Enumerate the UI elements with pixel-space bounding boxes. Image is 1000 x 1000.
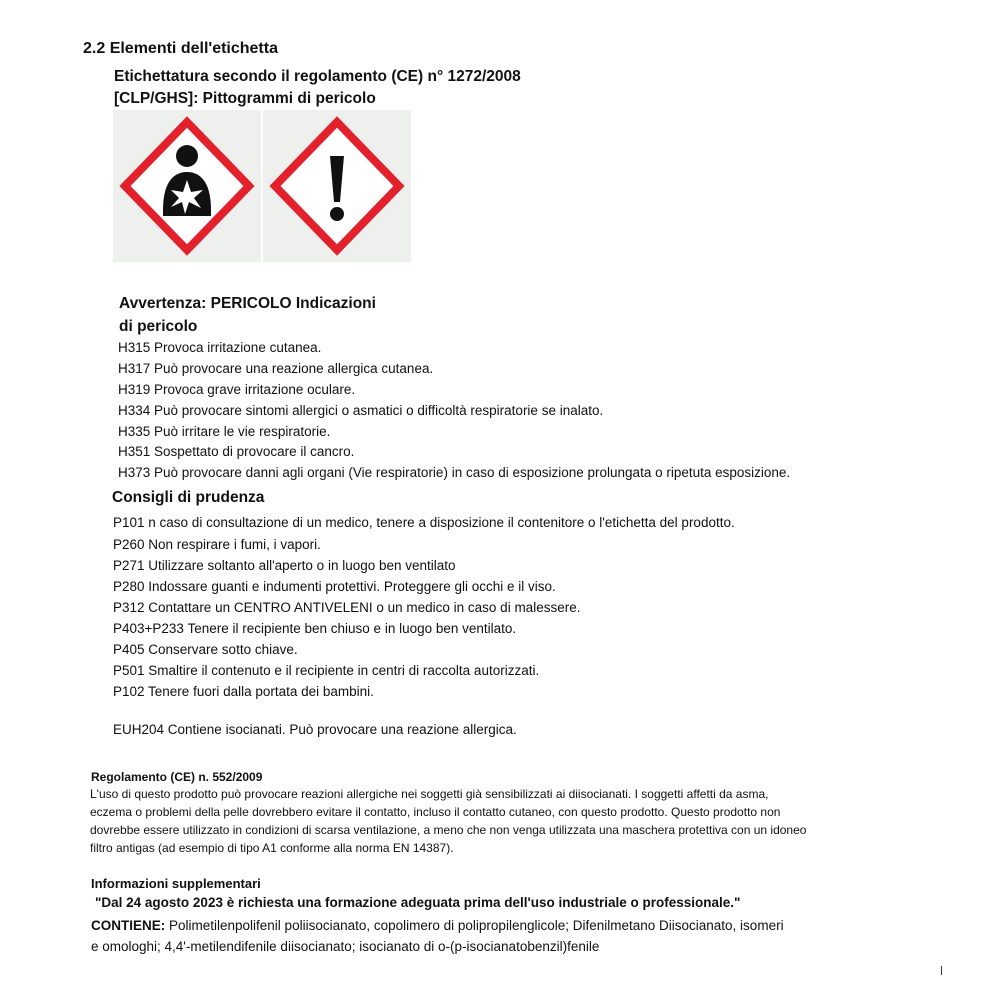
contains-line2: e omologhi; 4,4'-metilendifenile diisocianato; isocianato di o-(p-isocianatobenzil)fenile bbox=[91, 939, 600, 954]
labelling-subtitle-line2: [CLP/GHS]: Pittogrammi di pericolo bbox=[114, 90, 376, 107]
hazard-statement: H351 Sospettato di provocare il cancro. bbox=[118, 444, 355, 459]
health-hazard-icon bbox=[113, 110, 261, 262]
precautionary-heading: Consigli di prudenza bbox=[112, 489, 265, 506]
hazard-statement: H315 Provoca irritazione cutanea. bbox=[118, 340, 322, 355]
euh-statement: EUH204 Contiene isocianati. Può provocare una reazione allergica. bbox=[113, 722, 517, 737]
signal-word-heading: Avvertenza: PERICOLO Indicazioni bbox=[119, 295, 376, 312]
regulation-text-line: dovrebbe essere utilizzato in condizioni di scarsa ventilazione, a meno che non venga utilizzata una maschera protettiva con un idoneo bbox=[90, 823, 807, 837]
training-requirement-note: "Dal 24 agosto 2023 è richiesta una formazione adeguata prima dell'uso industriale o professionale." bbox=[95, 895, 741, 910]
section-title: 2.2 Elementi dell'etichetta bbox=[83, 40, 278, 57]
labelling-subtitle-line1: Etichettatura secondo il regolamento (CE) n° 1272/2008 bbox=[114, 68, 521, 85]
precautionary-statement: P312 Contattare un CENTRO ANTIVELENI o un medico in caso di malessere. bbox=[113, 600, 581, 615]
precautionary-statement: P501 Smaltire il contenuto e il recipiente in centri di raccolta autorizzati. bbox=[113, 663, 540, 678]
contains-label: CONTIENE: bbox=[91, 918, 166, 933]
regulation-text-line: eczema o problemi della pelle dovrebbero evitare il contatto, incluso il contatto cutaneo, con questo prodotto. Questo prodotto non bbox=[90, 805, 781, 819]
hazard-statement: H335 Può irritare le vie respiratorie. bbox=[118, 424, 331, 439]
precautionary-statement: P271 Utilizzare soltanto all'aperto o in luogo ben ventilato bbox=[113, 558, 456, 573]
pictogram-health-hazard bbox=[113, 110, 261, 262]
pictogram-exclamation-mark bbox=[263, 110, 411, 262]
precautionary-statement: P403+P233 Tenere il recipiente ben chiuso e in luogo ben ventilato. bbox=[113, 621, 517, 636]
edge-mark bbox=[941, 966, 942, 975]
contains-line1 bbox=[91, 918, 784, 933]
hazard-statement: H373 Può provocare danni agli organi (Vie respiratorie) in caso di esposizione prolungata o ripetuta esposizione. bbox=[118, 465, 791, 480]
precautionary-statement: P280 Indossare guanti e indumenti protettivi. Proteggere gli occhi e il viso. bbox=[113, 579, 556, 594]
precautionary-statement: P101 n caso di consultazione di un medico, tenere a disposizione il contenitore o l'etichetta del prodotto. bbox=[113, 515, 735, 530]
hazard-statement: H317 Può provocare una reazione allergica cutanea. bbox=[118, 361, 434, 376]
contains-text: Polimetilenpolifenil poliisocianato, copolimero di polipropilenglicole; Difenilmetano Diisocianato, isomeri bbox=[165, 918, 784, 933]
precautionary-statement: P405 Conservare sotto chiave. bbox=[113, 642, 298, 657]
supplementary-info-heading: Informazioni supplementari bbox=[91, 876, 261, 891]
precautionary-statement: P102 Tenere fuori dalla portata dei bambini. bbox=[113, 684, 374, 699]
precautionary-statement: P260 Non respirare i fumi, i vapori. bbox=[113, 537, 321, 552]
regulation-text-line: filtro antigas (ad esempio di tipo A1 conforme alla norma EN 14387). bbox=[90, 841, 454, 855]
exclamation-mark-icon bbox=[263, 110, 411, 262]
regulation-text-line: L'uso di questo prodotto può provocare reazioni allergiche nei soggetti già sensibilizzati ai diisocianati. I soggetti affetti da asma, bbox=[90, 787, 769, 801]
regulation-heading: Regolamento (CE) n. 552/2009 bbox=[91, 770, 263, 784]
hazard-statement: H334 Può provocare sintomi allergici o asmatici o difficoltà respiratorie se inalato. bbox=[118, 403, 604, 418]
hazard-statement: H319 Provoca grave irritazione oculare. bbox=[118, 382, 356, 397]
hazard-statements-heading: di pericolo bbox=[119, 318, 198, 335]
